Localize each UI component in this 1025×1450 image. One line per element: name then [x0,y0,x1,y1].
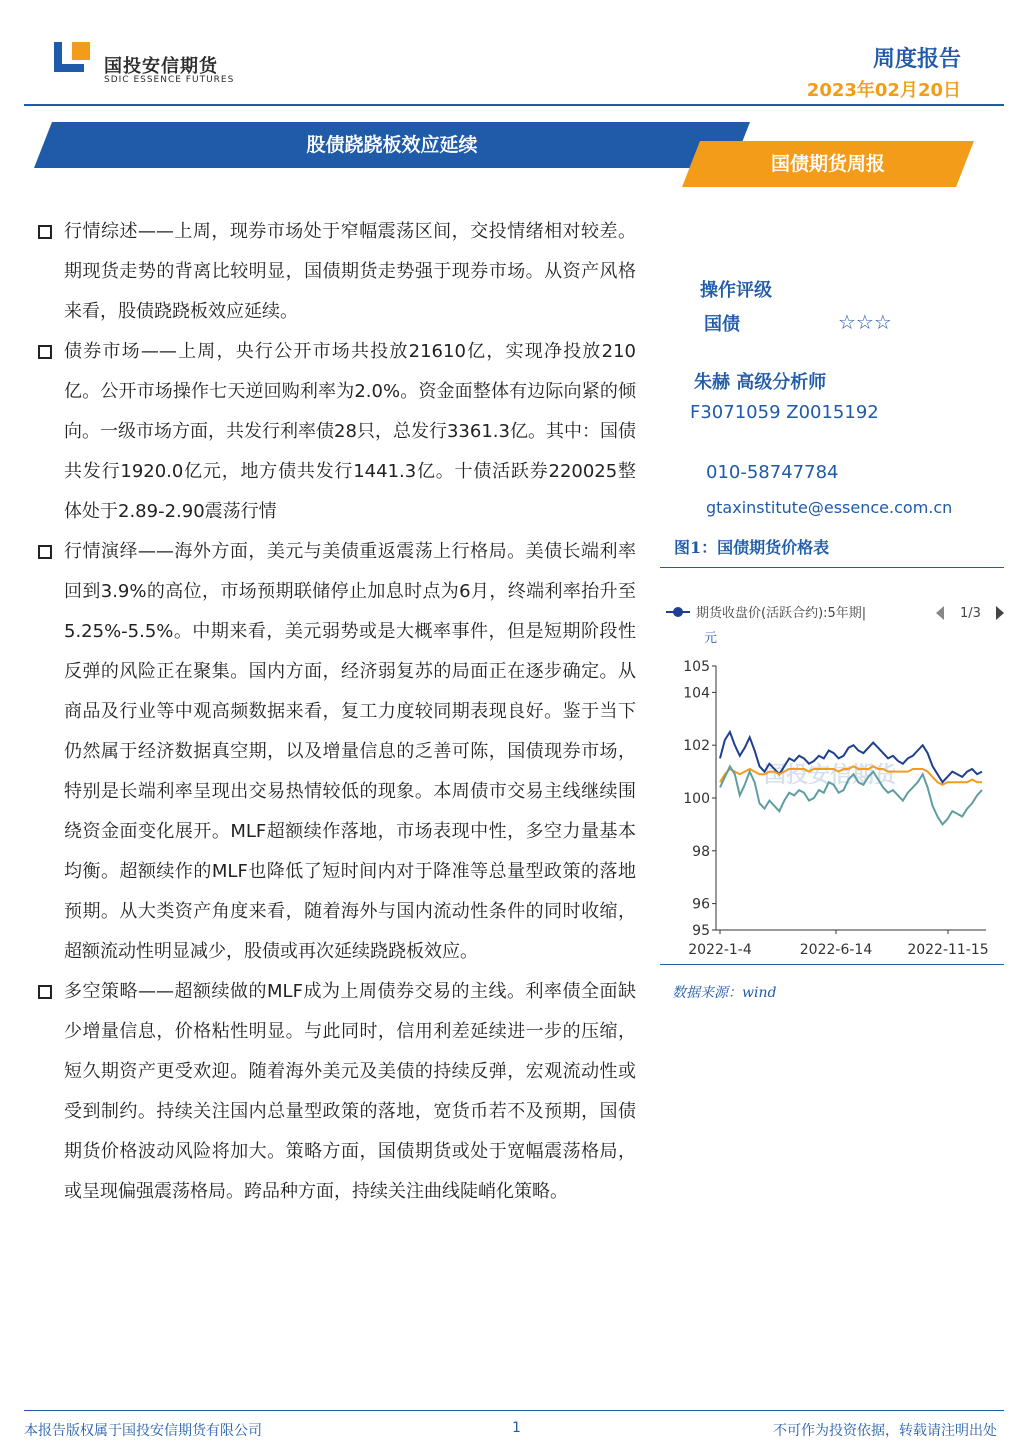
bullet-square-icon [38,345,52,359]
bullet-square-icon [38,545,52,559]
y-tick-label: 95 [692,923,710,939]
y-axis-unit: 元 [704,631,718,646]
x-tick-label: 2022-6-14 [799,942,873,958]
paragraph-strategy: 多空策略——超额续做的MLF成为上周债券交易的主线。利率债全面缺少增量信息，价格粘性明显。与此同时，信用利差延续进一步的压缩，短久期资产更受欢迎。随着海外美元及美债的持续反弹，宏观流动性或受到制约。持续关注国内总量型政策的落地，宽货币若不及预期，国债期货价格波动风险将加大。策略方面，国债期货或处于宽幅震荡格局，或呈现偏强震荡格局。跨品种方面，持续关注曲线陡峭化策略。 [36,972,636,1212]
report-type: 周度报告 [872,47,961,72]
paragraph-summary: 行情综述——上周，现券市场处于窄幅震荡区间，交投情绪相对较差。期现货走势的背离比较明显，国债期货走势强于现券市场。从资产风格来看，股债跷跷板效应延续。 [36,212,636,332]
analyst-license: F3071059 Z0015192 [690,402,879,423]
figure-divider-bottom [660,964,1004,965]
y-tick-label: 100 [683,791,710,807]
legend-pager: 1/3 [960,606,981,621]
chart-series [720,732,982,824]
chart-legend[interactable] [666,605,1004,621]
footer-divider [24,1410,1004,1411]
footer-disclaimer: 不可作为投资依据，转载请注明出处 [773,1423,997,1439]
figure-title: 图1：国债期货价格表 [674,538,830,557]
bullet-square-icon [38,225,52,239]
rating-stars: ☆☆☆ [838,310,892,334]
y-axis [683,659,716,939]
chart-watermark: 国投安信期货 [763,763,897,788]
main-content [36,212,636,1212]
company-name-en: SDIC ESSENCE FUTURES [104,75,235,85]
price-chart [660,590,1004,960]
analyst-email[interactable]: gtaxinstitute@essence.com.cn [706,498,953,517]
data-source: 数据来源：wind [672,985,777,1001]
legend-prev-icon[interactable] [936,606,944,620]
report-date: 2023年02月20日 [806,80,961,101]
legend-marker-icon [673,607,683,617]
y-tick-label: 98 [692,843,710,860]
company-logo-icon [54,42,90,78]
figure-divider-top [660,567,1004,568]
y-tick-label: 96 [692,896,710,913]
y-tick-label: 102 [683,738,710,755]
paragraph-market-analysis: 行情演绎——海外方面，美元与美债重返震荡上行格局。美债长端利率回到3.9%的高位，市场预期联储停止加息时点为6月，终端利率抬升至5.25%-5.5%。中期来看，美元弱势或是大概率事件，但是短期阶段性反弹的风险正在聚集。国内方面，经济弱复苏的局面正在逐步确定。从商品及行业等中观高频数据来看，复工力度较同期表现良好。鉴于当下仍然属于经济数据真空期，以及增量信息的乏善可陈，国债现券市场，特别是长端利率呈现出交易热情较低的现象。本周债市交易主线继续围绕资金面变化展开。MLF超额续作落地，市场表现中性，多空力量基本均衡。超额续作的MLF也降低了短时间内对于降准等总量型政策的落地预期。从大类资产角度来看，随着海外与国内流动性条件的同时收缩，超额流动性明显减少，股债或再次延续跷跷板效应。 [36,532,636,972]
rating-label: 操作评级 [700,280,772,301]
y-tick-label: 104 [683,685,710,702]
analyst-name: 朱赫 高级分析师 [694,372,827,393]
bullet-square-icon [38,985,52,999]
legend-series-label: 期货收盘价(活跃合约):5年期| [696,606,867,621]
x-tick-label: 2022-1-4 [688,942,752,958]
x-axis [688,930,988,958]
report-header [0,0,1025,108]
company-name-cn: 国投安信期货 [104,56,218,77]
analyst-phone: 010-58747784 [706,462,839,483]
header-divider [24,104,1004,106]
report-subtitle: 国债期货周报 [770,153,885,175]
footer-copyright: 本报告版权属于国投安信期货有限公司 [24,1423,262,1439]
rating-item: 国债 [704,314,740,335]
paragraph-bond-market: 债券市场——上周，央行公开市场共投放21610亿，实现净投放210亿。公开市场操作七天逆回购利率为2.0%。资金面整体有边际向紧的倾向。一级市场方面，共发行利率债28只，总发行3361.3亿。其中：国债共发行1920.0亿元，地方债共发行1441.3亿。十债活跃券220025整体处于2.89-2.90震荡行情 [36,332,636,532]
page-number: 1 [512,1420,521,1436]
legend-next-icon[interactable] [996,606,1004,620]
y-tick-label: 105 [683,659,710,675]
x-tick-label: 2022-11-15 [907,942,989,958]
report-title: 股债跷跷板效应延续 [306,134,478,156]
